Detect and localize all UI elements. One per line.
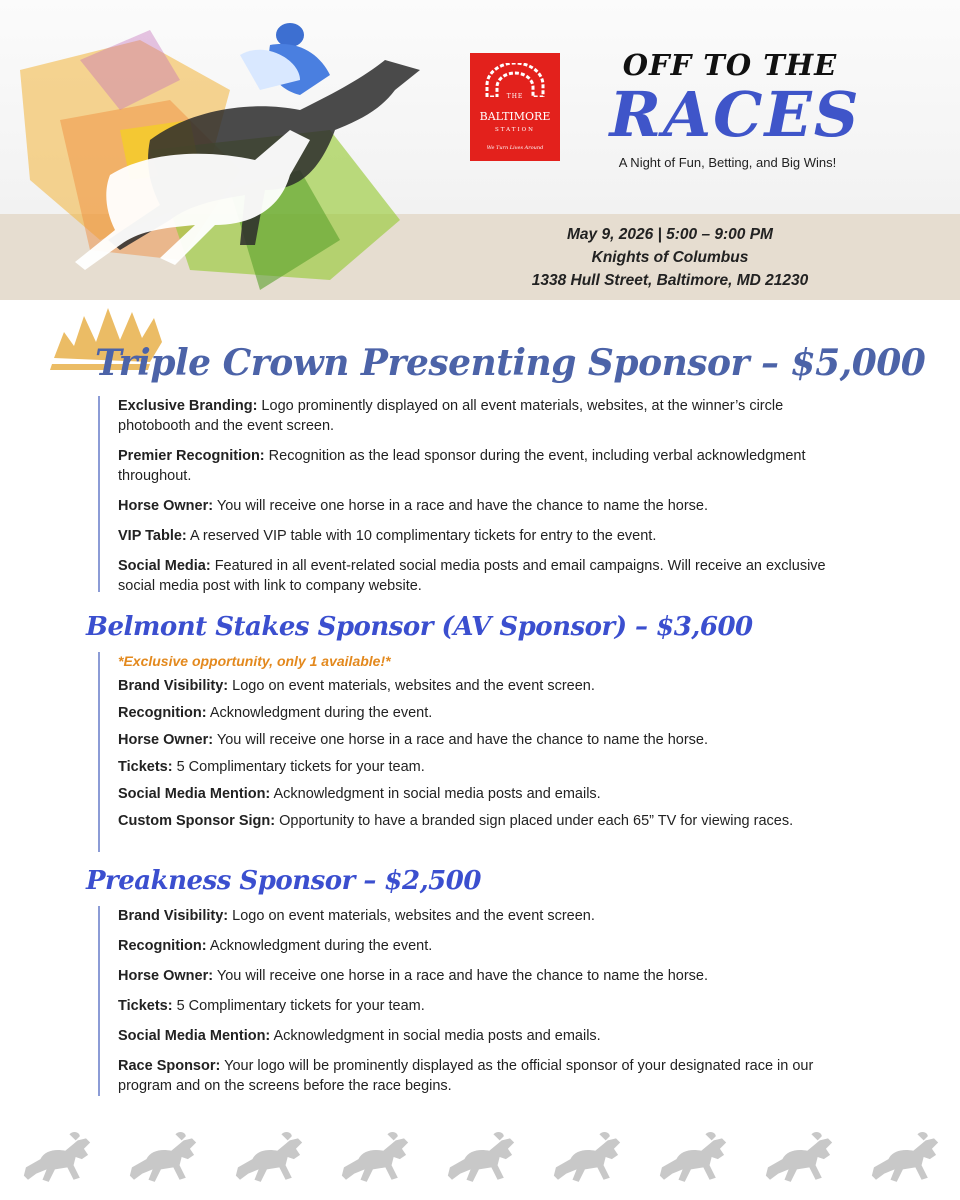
benefit-item	[118, 784, 858, 804]
benefit-label: Tickets:	[118, 998, 173, 1014]
tier-divider-bar	[98, 396, 100, 592]
benefit-text: You will receive one horse in a race and have the chance to name the horse.	[213, 968, 709, 984]
logo-tagline: We Turn Lives Around	[486, 145, 544, 151]
event-tagline: A Night of Fun, Betting, and Big Wins!	[618, 155, 837, 170]
benefit-item	[118, 446, 858, 486]
horse-silhouette-icon	[120, 1128, 206, 1186]
benefit-label: Exclusive Branding:	[118, 398, 258, 414]
benefit-item	[118, 556, 858, 596]
benefit-label: Social Media:	[118, 558, 211, 574]
benefit-text: You will receive one horse in a race and have the chance to name the horse.	[213, 498, 709, 514]
horse-silhouette-icon	[14, 1128, 100, 1186]
benefit-item	[118, 496, 858, 516]
horse-silhouette-shape	[448, 1132, 514, 1182]
event-venue: Knights of Columbus	[591, 249, 749, 266]
benefit-text: Acknowledgment during the event.	[206, 938, 433, 954]
benefit-item	[118, 703, 858, 723]
benefit-text: Your logo will be prominently displayed as the official sponsor of your designated race in our program and on the screens before the race begins.	[118, 1058, 814, 1094]
benefit-label: Social Media Mention:	[118, 786, 271, 802]
benefit-item	[118, 730, 858, 750]
benefit-text: Acknowledgment in social media posts and emails.	[270, 786, 601, 802]
horse-silhouette-icon	[756, 1128, 842, 1186]
benefit-item	[118, 757, 858, 777]
horse-silhouette-icon	[226, 1128, 312, 1186]
benefit-text: Recognition as the lead sponsor during the event, including verbal acknowledgment throughout.	[118, 448, 806, 484]
logo-name: BALTIMORE	[479, 110, 551, 123]
benefit-text: Logo prominently displayed on all event materials, websites, at the winner’s circle photobooth and the event screen.	[118, 398, 784, 434]
tier-divider-bar	[98, 906, 100, 1096]
horse-silhouette-shape	[660, 1132, 726, 1182]
belmont-stakes-benefits	[118, 653, 858, 831]
horse-silhouette-shape	[24, 1132, 90, 1182]
benefit-label: Tickets:	[118, 759, 173, 775]
horse-silhouette-shape	[872, 1132, 938, 1182]
title-line-2: RACES	[609, 78, 861, 151]
benefit-item	[118, 996, 858, 1016]
benefit-text: A reserved VIP table with 10 complimentary tickets for entry to the event.	[186, 528, 657, 544]
benefit-text: Opportunity to have a branded sign placed under each 65” TV for viewing races.	[275, 813, 794, 829]
horse-silhouette-icon	[332, 1128, 418, 1186]
benefit-label: Horse Owner:	[118, 498, 214, 514]
benefit-item	[118, 396, 858, 436]
preakness-benefits	[118, 906, 858, 1096]
horse-silhouette-border	[0, 1128, 960, 1188]
benefit-label: Horse Owner:	[118, 732, 214, 748]
logo-the: THE	[506, 93, 524, 100]
event-address: 1338 Hull Street, Baltimore, MD 21230	[531, 272, 809, 289]
benefit-text: You will receive one horse in a race and have the chance to name the horse.	[213, 732, 709, 748]
benefit-item	[118, 676, 858, 696]
benefit-item	[118, 1026, 858, 1046]
benefit-text: Logo on event materials, websites and the event screen.	[228, 678, 595, 694]
benefit-label: Race Sponsor:	[118, 1058, 221, 1074]
logo-station: STATION	[495, 127, 535, 133]
benefit-item	[118, 966, 858, 986]
benefit-item	[118, 1056, 858, 1096]
benefit-text: Featured in all event-related social media posts and email campaigns. Will receive an exclusive social media post with link to company website.	[118, 558, 826, 594]
benefit-text: Acknowledgment in social media posts and emails.	[270, 1028, 601, 1044]
benefit-item	[118, 526, 858, 546]
horse-racing-illustration	[0, 0, 440, 300]
event-date-time: May 9, 2026 | 5:00 – 9:00 PM	[567, 226, 773, 243]
benefit-text: 5 Complimentary tickets for your team.	[172, 759, 425, 775]
title-line-1: OFF TO THE	[622, 48, 838, 82]
horse-silhouette-shape	[130, 1132, 196, 1182]
horse-silhouette-shape	[342, 1132, 408, 1182]
horse-silhouette-icon	[650, 1128, 736, 1186]
benefit-label: Social Media Mention:	[118, 1028, 271, 1044]
horse-silhouette-shape	[554, 1132, 620, 1182]
arch-icon	[483, 63, 547, 97]
benefit-item	[118, 906, 858, 926]
exclusive-note: *Exclusive opportunity, only 1 available!*	[118, 653, 391, 669]
benefit-label: Brand Visibility:	[118, 678, 229, 694]
benefit-label: Horse Owner:	[118, 968, 214, 984]
triple-crown-benefits	[118, 396, 858, 596]
horse-silhouette-shape	[236, 1132, 302, 1182]
belmont-stakes-heading: Belmont Stakes Sponsor (AV Sponsor) – $3,600	[86, 612, 753, 642]
baltimore-station-logo	[470, 53, 560, 161]
horse-silhouette-icon	[438, 1128, 524, 1186]
benefit-text: Logo on event materials, websites and the event screen.	[228, 908, 595, 924]
preakness-heading: Preakness Sponsor – $2,500	[86, 866, 481, 896]
tier-divider-bar	[98, 652, 100, 852]
benefit-item	[118, 936, 858, 956]
horse-silhouette-icon	[862, 1128, 948, 1186]
benefit-label: Brand Visibility:	[118, 908, 229, 924]
horse-silhouette-shape	[766, 1132, 832, 1182]
horse-silhouette-icon	[544, 1128, 630, 1186]
benefit-item	[118, 811, 858, 831]
benefit-text: Acknowledgment during the event.	[206, 705, 433, 721]
benefit-label: Premier Recognition:	[118, 448, 265, 464]
benefit-label: Custom Sponsor Sign:	[118, 813, 276, 829]
benefit-label: Recognition:	[118, 705, 207, 721]
benefit-label: VIP Table:	[118, 528, 187, 544]
triple-crown-heading: Triple Crown Presenting Sponsor – $5,000	[95, 342, 926, 384]
benefit-label: Recognition:	[118, 938, 207, 954]
benefit-text: 5 Complimentary tickets for your team.	[172, 998, 425, 1014]
